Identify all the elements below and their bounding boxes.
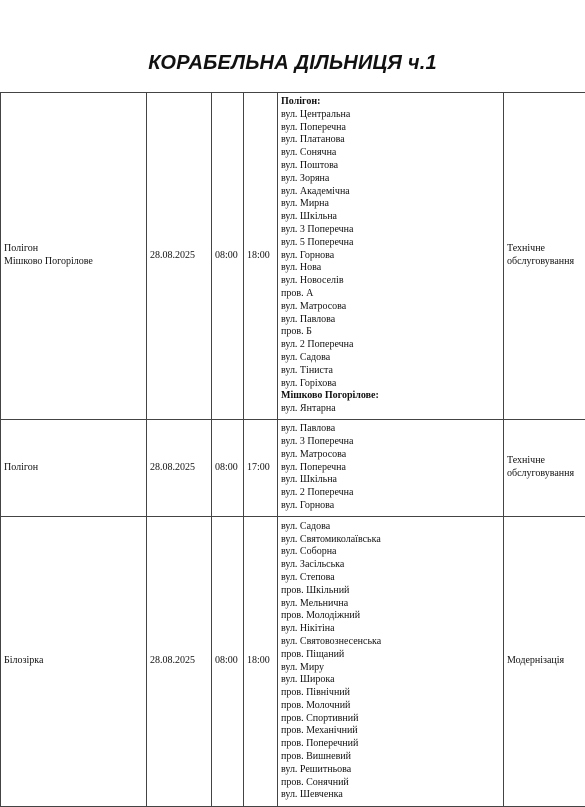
street-item: вул. 2 Поперечна: [281, 339, 500, 352]
reason-cell: [504, 93, 585, 420]
table-row: [1, 517, 585, 807]
street-item: вул. Матросова: [281, 301, 500, 314]
street-item: вул. Горнова: [281, 500, 500, 513]
reason-cell-line: обслуговування: [507, 468, 585, 481]
street-item: пров. А: [281, 288, 500, 301]
settlement-cell: [1, 93, 147, 420]
street-item: вул. 5 Поперечна: [281, 237, 500, 250]
settlement-cell: [1, 517, 147, 807]
streets-cell: [278, 93, 504, 420]
street-group-header: Полігон:: [281, 96, 500, 109]
street-item: пров. Вишневий: [281, 751, 500, 764]
street-item: вул. 2 Поперечна: [281, 487, 500, 500]
street-item: пров. Північний: [281, 687, 500, 700]
street-item: пров. Молочний: [281, 700, 500, 713]
street-item: вул. Зоряна: [281, 173, 500, 186]
settlement-cell-line: Білозірка: [4, 655, 143, 668]
page-title: КОРАБЕЛЬНА ДІЛЬНИЦЯ ч.1: [0, 52, 585, 75]
reason-cell-line: Технічне: [507, 243, 585, 256]
street-item: вул. Святомиколаївська: [281, 534, 500, 547]
street-item: вул. 3 Поперечна: [281, 224, 500, 237]
street-item: вул. Святовознесенська: [281, 636, 500, 649]
street-item: вул. Янтарна: [281, 403, 500, 416]
street-item: пров. Піщаний: [281, 649, 500, 662]
time-to-cell: 18:00: [244, 93, 278, 420]
streets-cell: [278, 517, 504, 807]
time-to-cell: 17:00: [244, 420, 278, 517]
street-item: вул. Мельнична: [281, 598, 500, 611]
street-item: вул. Засільська: [281, 559, 500, 572]
reason-cell-line: обслуговування: [507, 256, 585, 269]
street-item: вул. Шкільна: [281, 474, 500, 487]
street-item: вул. Миру: [281, 662, 500, 675]
street-item: пров. Шкільний: [281, 585, 500, 598]
street-item: вул. Горнова: [281, 250, 500, 263]
street-item: вул. Академічна: [281, 186, 500, 199]
settlement-cell-line: Полігон: [4, 243, 143, 256]
street-item: вул. Мирна: [281, 198, 500, 211]
street-item: пров. Молодіжний: [281, 610, 500, 623]
reason-cell-line: Модернізація: [507, 655, 585, 668]
reason-cell: [504, 517, 585, 807]
street-item: вул. Нікітіна: [281, 623, 500, 636]
settlement-cell: [1, 420, 147, 517]
street-item: вул. Садова: [281, 521, 500, 534]
street-item: вул. Поштова: [281, 160, 500, 173]
street-item: вул. Павлова: [281, 423, 500, 436]
street-item: пров. Механічний: [281, 725, 500, 738]
date-cell: 28.08.2025: [147, 517, 212, 807]
street-item: пров. Спортивний: [281, 713, 500, 726]
street-item: пров. Поперечний: [281, 738, 500, 751]
street-group-header: Мішково Погорілове:: [281, 390, 500, 403]
street-item: вул. Степова: [281, 572, 500, 585]
reason-cell-line: Технічне: [507, 455, 585, 468]
street-item: вул. 3 Поперечна: [281, 436, 500, 449]
street-item: вул. Центральна: [281, 109, 500, 122]
street-item: вул. Шевченка: [281, 789, 500, 802]
time-from-cell: 08:00: [212, 93, 244, 420]
date-cell: 28.08.2025: [147, 420, 212, 517]
street-item: вул. Соборна: [281, 546, 500, 559]
street-item: вул. Широка: [281, 674, 500, 687]
street-item: вул. Поперечна: [281, 462, 500, 475]
reason-cell: [504, 420, 585, 517]
table-row: [1, 93, 585, 420]
street-item: вул. Горіхова: [281, 378, 500, 391]
outage-schedule-table: [0, 92, 585, 807]
street-item: вул. Новоселів: [281, 275, 500, 288]
time-from-cell: 08:00: [212, 420, 244, 517]
street-item: вул. Поперечна: [281, 122, 500, 135]
streets-cell: [278, 420, 504, 517]
schedule-body: [1, 93, 585, 807]
settlement-cell-line: Мішково Погорілове: [4, 256, 143, 269]
time-to-cell: 18:00: [244, 517, 278, 807]
street-item: вул. Решитньова: [281, 764, 500, 777]
street-item: вул. Платанова: [281, 134, 500, 147]
street-item: вул. Садова: [281, 352, 500, 365]
date-cell: 28.08.2025: [147, 93, 212, 420]
street-item: пров. Б: [281, 326, 500, 339]
street-item: вул. Матросова: [281, 449, 500, 462]
street-item: пров. Сонячний: [281, 777, 500, 790]
time-from-cell: 08:00: [212, 517, 244, 807]
street-item: вул. Тіниста: [281, 365, 500, 378]
street-item: вул. Сонячна: [281, 147, 500, 160]
table-row: [1, 420, 585, 517]
street-item: вул. Павлова: [281, 314, 500, 327]
settlement-cell-line: Полігон: [4, 462, 143, 475]
street-item: вул. Нова: [281, 262, 500, 275]
street-item: вул. Шкільна: [281, 211, 500, 224]
